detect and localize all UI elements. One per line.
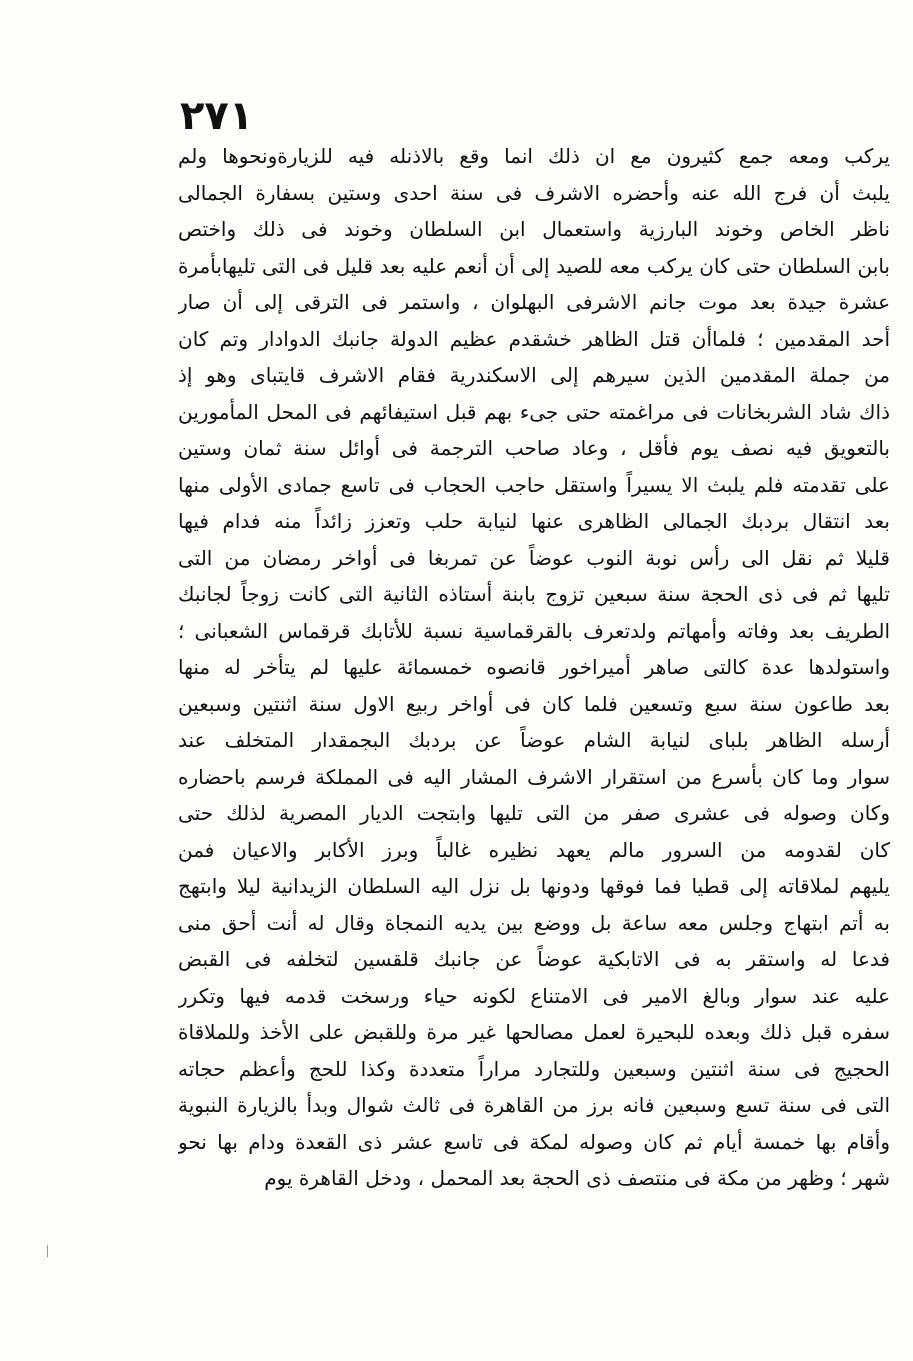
text-line: أحد المقدمين ؛ فلماأن قتل الظاهر خشقدم عظيم الدولة جانبك الدوادار وتم كان bbox=[178, 326, 890, 351]
text-line: قليلا ثم نقل الى رأس نوبة النوب عوضاً عن تمربغا فى أواخر رمضان من التى bbox=[178, 545, 890, 570]
text-line: الحجيج فى سنة اثنتين وسبعين وللتجارد مراراً متعددة وكذا للحج وأعظم حجاته bbox=[178, 1056, 890, 1081]
text-line: بابن السلطان حتى كان يركب معه للصيد إلى أن أنعم عليه بعد قليل فى التى تليهابأمرة bbox=[178, 253, 890, 278]
text-line: على تقدمته فلم يلبث الا يسيراً واستقل حاجب الحجاب فى تاسع جمادى الأولى منها bbox=[178, 472, 890, 497]
text-line: أرسله الظاهر بلباى لنيابة الشام عوضاً عن بردبك البجمقدار المتخلف عند bbox=[178, 728, 890, 752]
text-line: سفره قبل ذلك وبعده للبحيرة لعمل مصالحها غير مرة وللقبض على الأخذ وللملاقاة bbox=[178, 1020, 890, 1044]
text-line: عشرة جيدة بعد موت جانم الاشرفى البهلوان ، واستمر فى الترقى إلى أن صار bbox=[178, 290, 890, 314]
text-line: عليه عند سوار وبالغ الامير فى الامتناع لكونه حياء ورسخت قدمه فيها وتكرر bbox=[178, 983, 890, 1008]
page-body-text bbox=[178, 138, 890, 1197]
text-line: الطريف بعد وفاته وأمهاتم ولدتعرف بالقرقماسية نسبة للأتابك قرقماس الشعبانى ؛ bbox=[178, 618, 890, 643]
text-line: وكان وصوله فى عشرى صفر من التى تليها وابتجت الديار المصرية لذلك حتى bbox=[178, 801, 890, 825]
text-line: من جملة المقدمين الذين سيرهم إلى الاسكندرية فقام الاشرف قايتباى وهو إذ bbox=[178, 363, 890, 387]
text-line: التى فى سنة تسع وسبعين فانه برز من القاهرة فى ثالث شوال وبدأ بالزيارة النبوية bbox=[178, 1093, 890, 1117]
text-line: يلبث أن فرج الله عنه وأحضره الاشرف فى سنة احدى وستين بسفارة الجمالى bbox=[178, 180, 890, 205]
text-line: شهر ؛ وظهر من مكة فى منتصف ذى الحجة بعد المحمل ، ودخل القاهرة يوم bbox=[264, 1166, 890, 1190]
text-line: فدعا له واستقر به فى الاتابكية عوضاً عن جانبك قلقسين لتخلفه فى القبض bbox=[178, 947, 890, 971]
text-line: بالتعويق فيه نصف يوم فأقل ، وعاد صاحب الترجمة فى أوائل سنة ثمان وستين bbox=[178, 436, 890, 460]
text-line: بعد طاعون سنة سبع وتسعين فلما كان فى أواخر ربيع الاول سنة اثنتين وسبعين bbox=[178, 691, 890, 716]
text-line: يليهم لملاقاته إلى قطيا فما فوقها ودونها بل نزل اليه السلطان الزيدانية ليلا وابتهج bbox=[178, 874, 890, 898]
text-line: ذاك شاد الشربخانات فى مراغمته حتى جىء بهم قبل استيفائهم فى المحل المأمورين bbox=[178, 399, 890, 424]
text-line: ناظر الخاص وخوند البارزية واستعمال ابن السلطان وخوند فى ذلك واختص bbox=[178, 217, 890, 241]
margin-mark bbox=[47, 1245, 48, 1257]
text-line: واستولدها عدة كالتى صاهر أميراخور قانصوه خمسمائة عليها لم يتأخر له منها bbox=[178, 655, 890, 679]
text-line: بعد انتقال بردبك الجمالى الظاهرى عنها لنيابة حلب وتعزز زائداً منه فدام فيها bbox=[178, 509, 890, 533]
text-line: سوار وما كان بأسرع من استقرار الاشرف المشار اليه فى المملكة فرسم باحضاره bbox=[178, 764, 890, 789]
page-number: ٢٧١ bbox=[180, 93, 254, 139]
text-line: كان لقدومه من السرور مالم يعهد نظيره غالباً وبرز الأكابر والاعيان فمن bbox=[178, 837, 890, 862]
text-line: به أتم ابتهاج وجلس معه ساعة بل ووضع بين يديه النمجاة وقال له أنت أحق منى bbox=[178, 910, 890, 935]
text-line: وأقام بها خمسة أيام ثم كان وصوله لمكة فى تاسع عشر ذى القعدة ودام بها نحو bbox=[178, 1129, 890, 1154]
text-line: تليها ثم فى ذى الحجة سنة سبعين تزوج بابنة أستاذه الثانية التى كانت زوجاً لجانبك bbox=[178, 582, 890, 606]
text-line: يركب ومعه جمع كثيرون مع ان ذلك انما وقع بالاذنله فيه للزيارةونحوها ولم bbox=[178, 144, 890, 168]
